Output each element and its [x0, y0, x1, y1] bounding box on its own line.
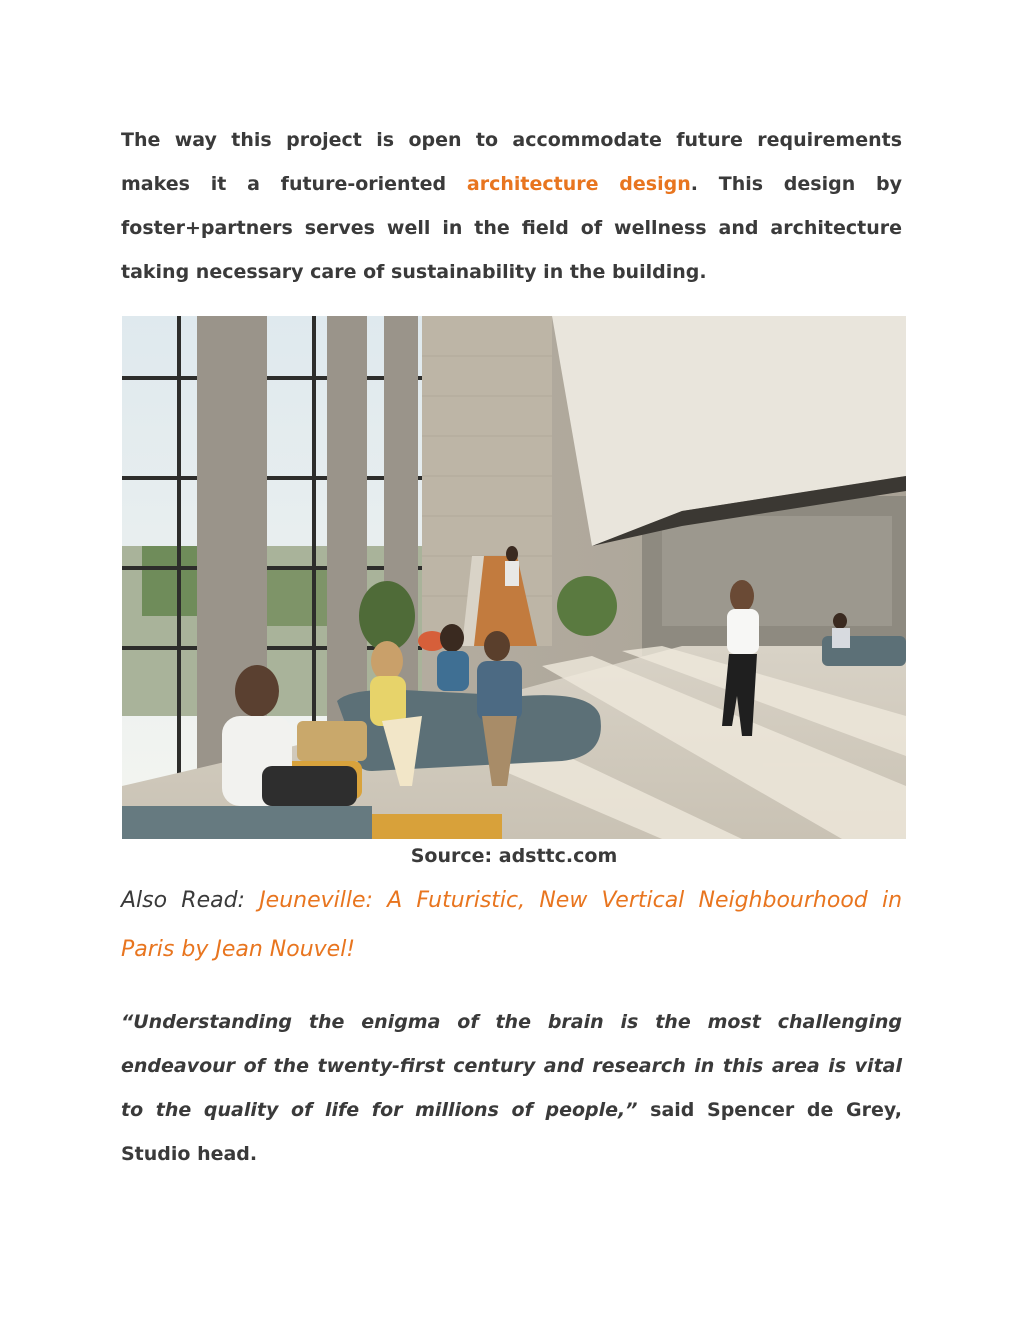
also-read-label: Also Read: [121, 888, 260, 913]
image-caption: Source: adsttc.com [410, 845, 618, 867]
quote-attribution: said Spencer de Grey, Studio head. [121, 1099, 902, 1165]
intro-text-after: . This design by foster+partners serves well in the field of wellness and architecture taking necessary care of sustainability in the building. [121, 173, 903, 283]
also-read-link[interactable]: Jeuneville: A Futuristic, New Vertical Neighbourhood in Paris by Jean Nouvel! [121, 888, 903, 962]
building-interior-photo [122, 316, 906, 839]
intro-paragraph [121, 118, 902, 294]
quote-text: “Understanding the enigma of the brain is the most challenging endeavour of the twenty-first century and research in this area is vital to the quality of life for millions of people,” [121, 1011, 902, 1121]
architecture-design-link[interactable]: architecture design [466, 173, 691, 195]
quote-paragraph [121, 1000, 902, 1176]
also-read-line [121, 876, 902, 974]
intro-text-before: The way this project is open to accommodate future requirements makes it a future-oriented [121, 129, 902, 195]
